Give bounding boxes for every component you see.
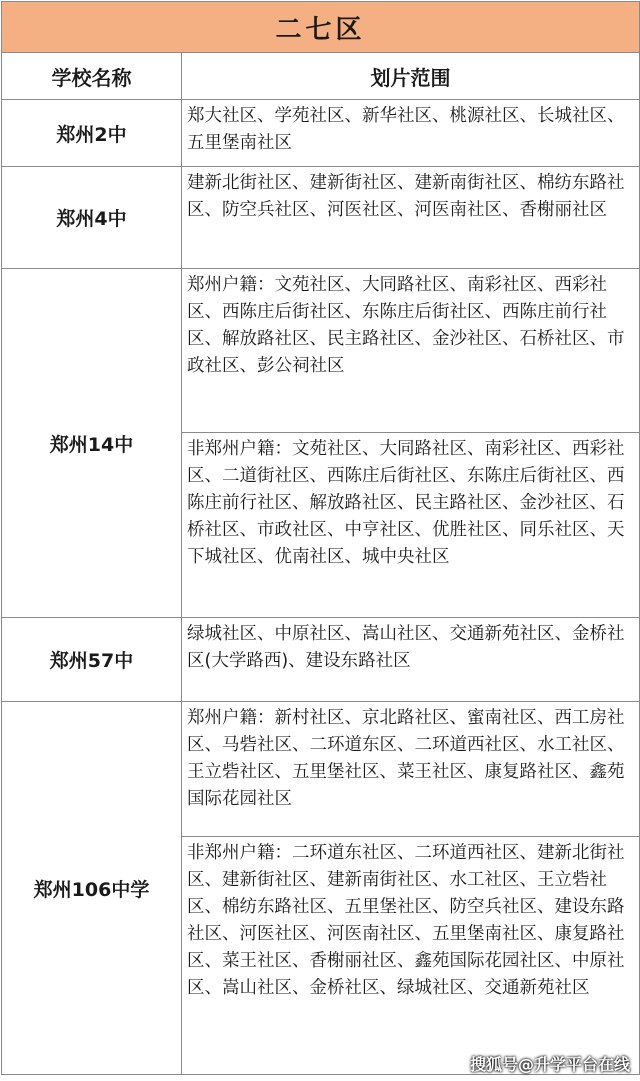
zoning-range: 建新北街社区、建新街社区、建新南街社区、棉纺东路社区、防空兵社区、河医社区、河医南社区、香榭丽社区 [182,167,640,269]
school-name: 郑州106中学 [2,702,182,1075]
school-name: 郑州57中 [2,618,182,702]
title-row [2,2,640,53]
school-name: 郑州14中 [2,269,182,618]
source-watermark: 搜狐号@升学平台在线 [469,1055,630,1074]
zoning-range-local: 郑州户籍：新村社区、京北路社区、蜜南社区、西工房社区、马砦社区、二环道东区、二环道西社区、水工社区、王立砦社区、五里堡社区、菜王社区、康复路社区、鑫苑国际花园社区 [182,702,640,837]
district-title: 二七区 [2,2,640,53]
table-row [2,618,640,702]
zoning-range-nonlocal: 非郑州户籍：二环道东社区、二环道西社区、建新北街社区、建新街社区、建新南街社区、水工社区、王立砦社区、棉纺东路社区、五里堡社区、防空兵社区、建设东路社区、河医社区、河医南社区、五里堡南社区、康复路社区、菜王社区、香榭丽社区、鑫苑国际花园社区、中原社区、嵩山社区、金桥社区、绿城社区、交通新苑社区 [182,837,640,1075]
zoning-range-local: 郑州户籍：文苑社区、大同路社区、南彩社区、西彩社区、西陈庄后街社区、东陈庄后街社区、西陈庄前行社区、解放路社区、民主路社区、金沙社区、石桥社区、市政社区、彭公祠社区 [182,269,640,433]
header-zoning-range: 划片范围 [182,53,640,100]
table-row [2,167,640,269]
school-name: 郑州4中 [2,167,182,269]
school-zoning-table [1,1,640,1075]
header-school-name: 学校名称 [2,53,182,100]
table-row [2,100,640,167]
zoning-range: 郑大社区、学苑社区、新华社区、桃源社区、长城社区、五里堡南社区 [182,100,640,167]
zoning-range: 绿城社区、中原社区、嵩山社区、交通新苑社区、金桥社区(大学路西)、建设东路社区 [182,618,640,702]
header-row [2,53,640,100]
zoning-range-nonlocal: 非郑州户籍：文苑社区、大同路社区、南彩社区、西彩社区、二道街社区、西陈庄后街社区、东陈庄后街社区、西陈庄前行社区、解放路社区、民主路社区、金沙社区、石桥社区、市政社区、中亨社区、优胜社区、同乐社区、天下城社区、优南社区、城中央社区 [182,433,640,618]
table-row [2,702,640,837]
table-row [2,269,640,433]
school-name: 郑州2中 [2,100,182,167]
